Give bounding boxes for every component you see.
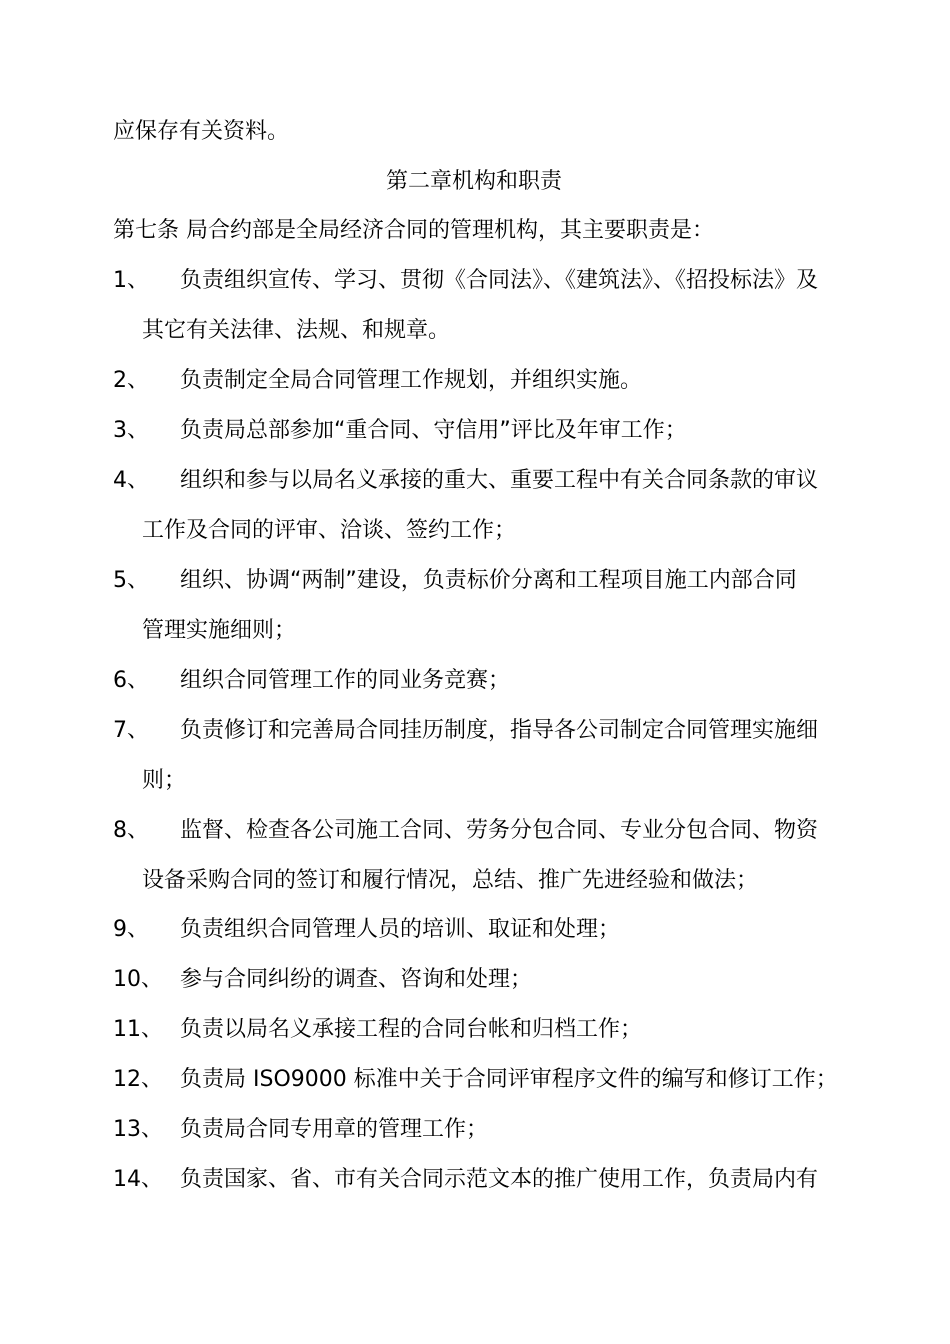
- list-item-text: 负责修订和完善局合同挂历制度，指导各公司制定合同管理实施细: [180, 718, 819, 743]
- list-item-number: 6、: [113, 668, 149, 693]
- list-item-text: 负责局 ISO9000 标准中关于合同评审程序文件的编写和修订工作；: [180, 1067, 838, 1092]
- list-item-number: 13、: [113, 1117, 163, 1142]
- list-item-continuation: 工作及合同的评审、洽谈、签约工作；: [142, 518, 517, 543]
- list-item-number: 1、: [113, 268, 149, 293]
- list-item-text: 负责组织合同管理人员的培训、取证和处理；: [180, 917, 621, 942]
- list-item-continuation: 管理实施细则；: [142, 618, 297, 643]
- list-item-number: 4、: [113, 468, 149, 493]
- list-item-number: 14、: [113, 1167, 163, 1192]
- list-item-number: 7、: [113, 718, 149, 743]
- list-item-text: 监督、检查各公司施工合同、劳务分包合同、专业分包合同、物资: [180, 818, 819, 843]
- list-item-text: 负责局总部参加“重合同、守信用”评比及年审工作；: [180, 418, 687, 443]
- list-item-number: 3、: [113, 418, 149, 443]
- list-item-number: 11、: [113, 1017, 163, 1042]
- list-item-number: 5、: [113, 568, 149, 593]
- list-item-text: 组织合同管理工作的同业务竞赛；: [180, 668, 511, 693]
- list-item-text: 组织、协调“两制”建设，负责标价分离和工程项目施工内部合同: [180, 568, 797, 593]
- list-item-number: 8、: [113, 818, 149, 843]
- list-item-continuation: 则；: [142, 768, 187, 793]
- list-item-continuation: 其它有关法律、法规、和规章。: [142, 318, 451, 343]
- list-item-number: 2、: [113, 368, 149, 393]
- list-item-number: 12、: [113, 1067, 163, 1092]
- list-item-number: 9、: [113, 917, 149, 942]
- list-item-text: 负责局合同专用章的管理工作；: [180, 1117, 489, 1142]
- list-item-text: 参与合同纠纷的调查、咨询和处理；: [180, 967, 533, 992]
- list-item-text: 负责以局名义承接工程的合同台帐和归档工作；: [180, 1017, 643, 1042]
- chapter-title: 第二章机构和职责: [386, 169, 563, 194]
- list-item-text: 负责组织宣传、学习、贯彻《合同法》、《建筑法》、《招投标法》及: [180, 268, 819, 293]
- article-heading: 第七条 局合约部是全局经济合同的管理机构，其主要职责是：: [113, 218, 714, 243]
- list-item-number: 10、: [113, 967, 163, 992]
- list-item-text: 组织和参与以局名义承接的重大、重要工程中有关合同条款的审议: [180, 468, 819, 493]
- list-item-text: 负责制定全局合同管理工作规划，并组织实施。: [180, 368, 643, 393]
- list-item-text: 负责国家、省、市有关合同示范文本的推广使用工作，负责局内有: [180, 1167, 819, 1192]
- paragraph-tail: 应保存有关资料。: [113, 119, 290, 144]
- list-item-continuation: 设备采购合同的签订和履行情况，总结、推广先进经验和做法；: [142, 868, 759, 893]
